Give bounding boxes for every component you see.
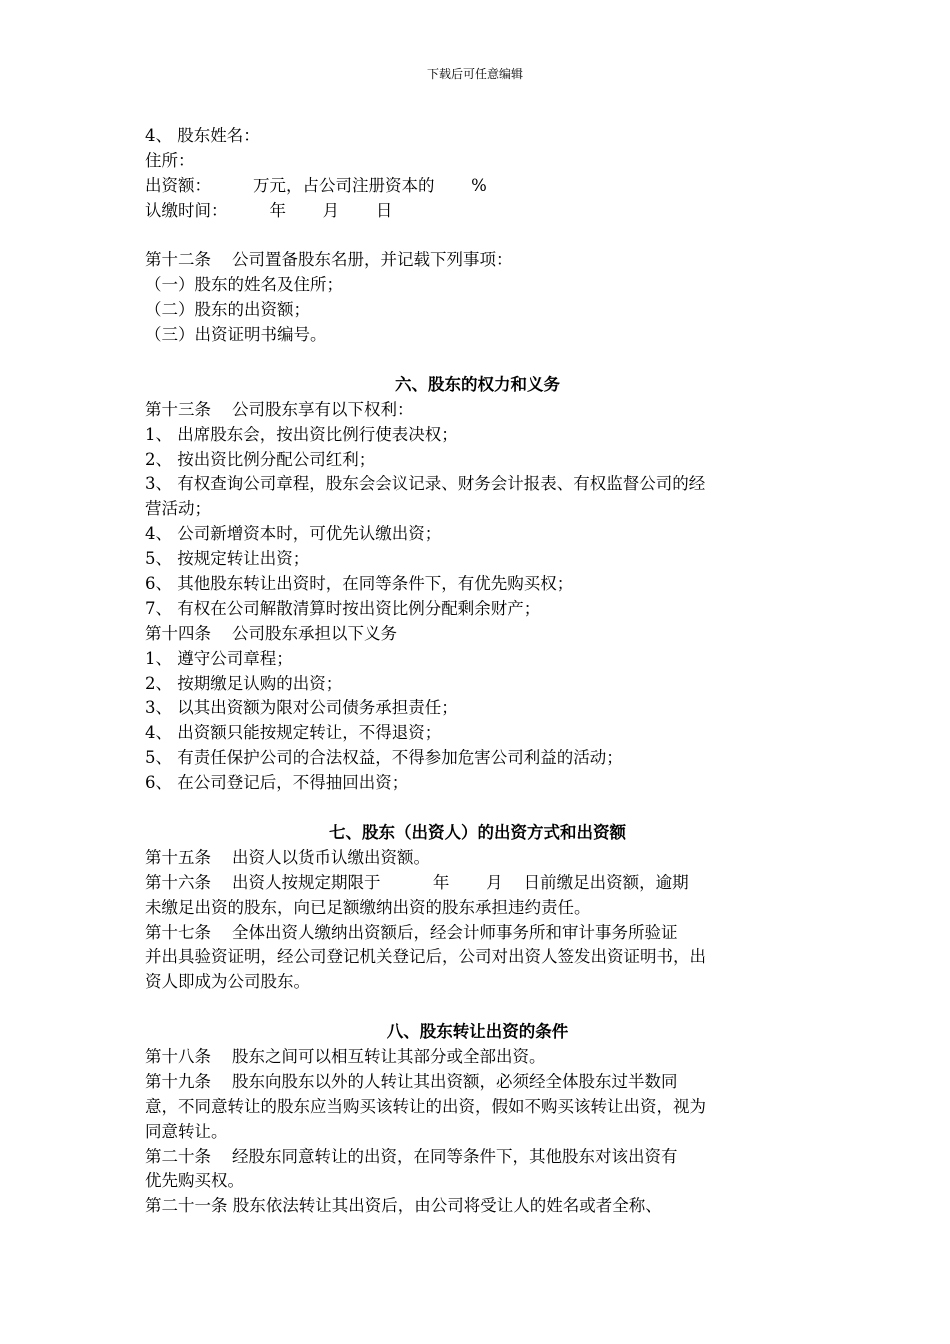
section-heading: 七、股东（出资人）的出资方式和出资额: [329, 822, 626, 842]
text-line: 第十七条 全体出资人缴纳出资额后，经会计师事务所和审计事务所验证: [145, 922, 678, 942]
page-header: 下载后可任意编辑: [426, 67, 523, 81]
paragraph-gap: [145, 224, 810, 249]
text-line: 住所：: [145, 150, 195, 170]
section-heading: 八、股东转让出资的条件: [386, 1022, 569, 1042]
text-line: 未缴足出资的股东，向已足额缴纳出资的股东承担违约责任。: [145, 897, 591, 917]
text-line: 意，不同意转让的股东应当购买该转让的出资，假如不购买该转让出资，视为: [145, 1096, 706, 1116]
text-line: 3、 有权查询公司章程，股东会会议记录、财务会计报表、有权监督公司的经: [145, 474, 706, 494]
text-line: 认缴时间： 年 月 日: [145, 200, 393, 220]
text-line: 并出具验资证明，经公司登记机关登记后，公司对出资人签发出资证明书，出: [145, 947, 706, 967]
text-line: 6、 其他股东转让出资时，在同等条件下，有优先购买权；: [145, 574, 574, 594]
text-line: 6、 在公司登记后，不得抽回出资；: [145, 773, 409, 793]
section-heading: 六、股东的权力和义务: [395, 374, 560, 394]
text-line: 4、 公司新增资本时，可优先认缴出资；: [145, 524, 442, 544]
paragraph-gap: [145, 995, 810, 1020]
text-line: 1、 出席股东会，按出资比例行使表决权；: [145, 424, 458, 444]
text-line: 3、 以其出资额为限对公司债务承担责任；: [145, 698, 458, 718]
text-line: 第十九条 股东向股东以外的人转让其出资额，必须经全体股东过半数同: [145, 1071, 678, 1091]
text-line: 4、 股东姓名：: [145, 126, 260, 145]
text-line: 第十四条 公司股东承担以下义务: [145, 623, 397, 643]
paragraph-gap: [145, 348, 810, 373]
text-line: 1、 遵守公司章程；: [145, 648, 293, 668]
text-line: 营活动；: [145, 499, 211, 519]
text-line: 5、 有责任保护公司的合法权益，不得参加危害公司利益的活动；: [145, 748, 623, 768]
paragraph-gap: [145, 796, 810, 821]
text-line: 第十五条 出资人以货币认缴出资额。: [145, 847, 430, 867]
text-line: 4、 出资额只能按规定转让，不得退资；: [145, 723, 442, 743]
text-line: （三）出资证明书编号。: [145, 325, 327, 345]
text-line: （二）股东的出资额；: [145, 300, 310, 320]
text-line: 同意转让。: [145, 1121, 228, 1141]
text-line: 优先购买权。: [145, 1171, 244, 1191]
text-line: 2、 按期缴足认购的出资；: [145, 673, 343, 693]
document-body: [145, 124, 810, 1219]
text-line: 第二十一条 股东依法转让其出资后，由公司将受让人的姓名或者全称、: [145, 1196, 662, 1216]
text-line: （一）股东的姓名及住所；: [145, 275, 343, 295]
text-line: 第十八条 股东之间可以相互转让其部分或全部出资。: [145, 1046, 546, 1066]
text-line: 第十三条 公司股东享有以下权利：: [145, 399, 414, 419]
text-line: 第十六条 出资人按规定期限于 年 月 日前缴足出资额，逾期: [145, 872, 689, 892]
text-line: 第二十条 经股东同意转让的出资，在同等条件下，其他股东对该出资有: [145, 1146, 678, 1166]
text-line: 5、 按规定转让出资；: [145, 549, 310, 569]
text-line: 2、 按出资比例分配公司红利；: [145, 449, 376, 469]
text-line: 第十二条 公司置备股东名册，并记载下列事项：: [145, 250, 513, 270]
text-line: 资人即成为公司股东。: [145, 972, 310, 992]
text-line: 7、 有权在公司解散清算时按出资比例分配剩余财产；: [145, 598, 541, 618]
text-line: 出资额： 万元，占公司注册资本的 %: [145, 175, 487, 195]
